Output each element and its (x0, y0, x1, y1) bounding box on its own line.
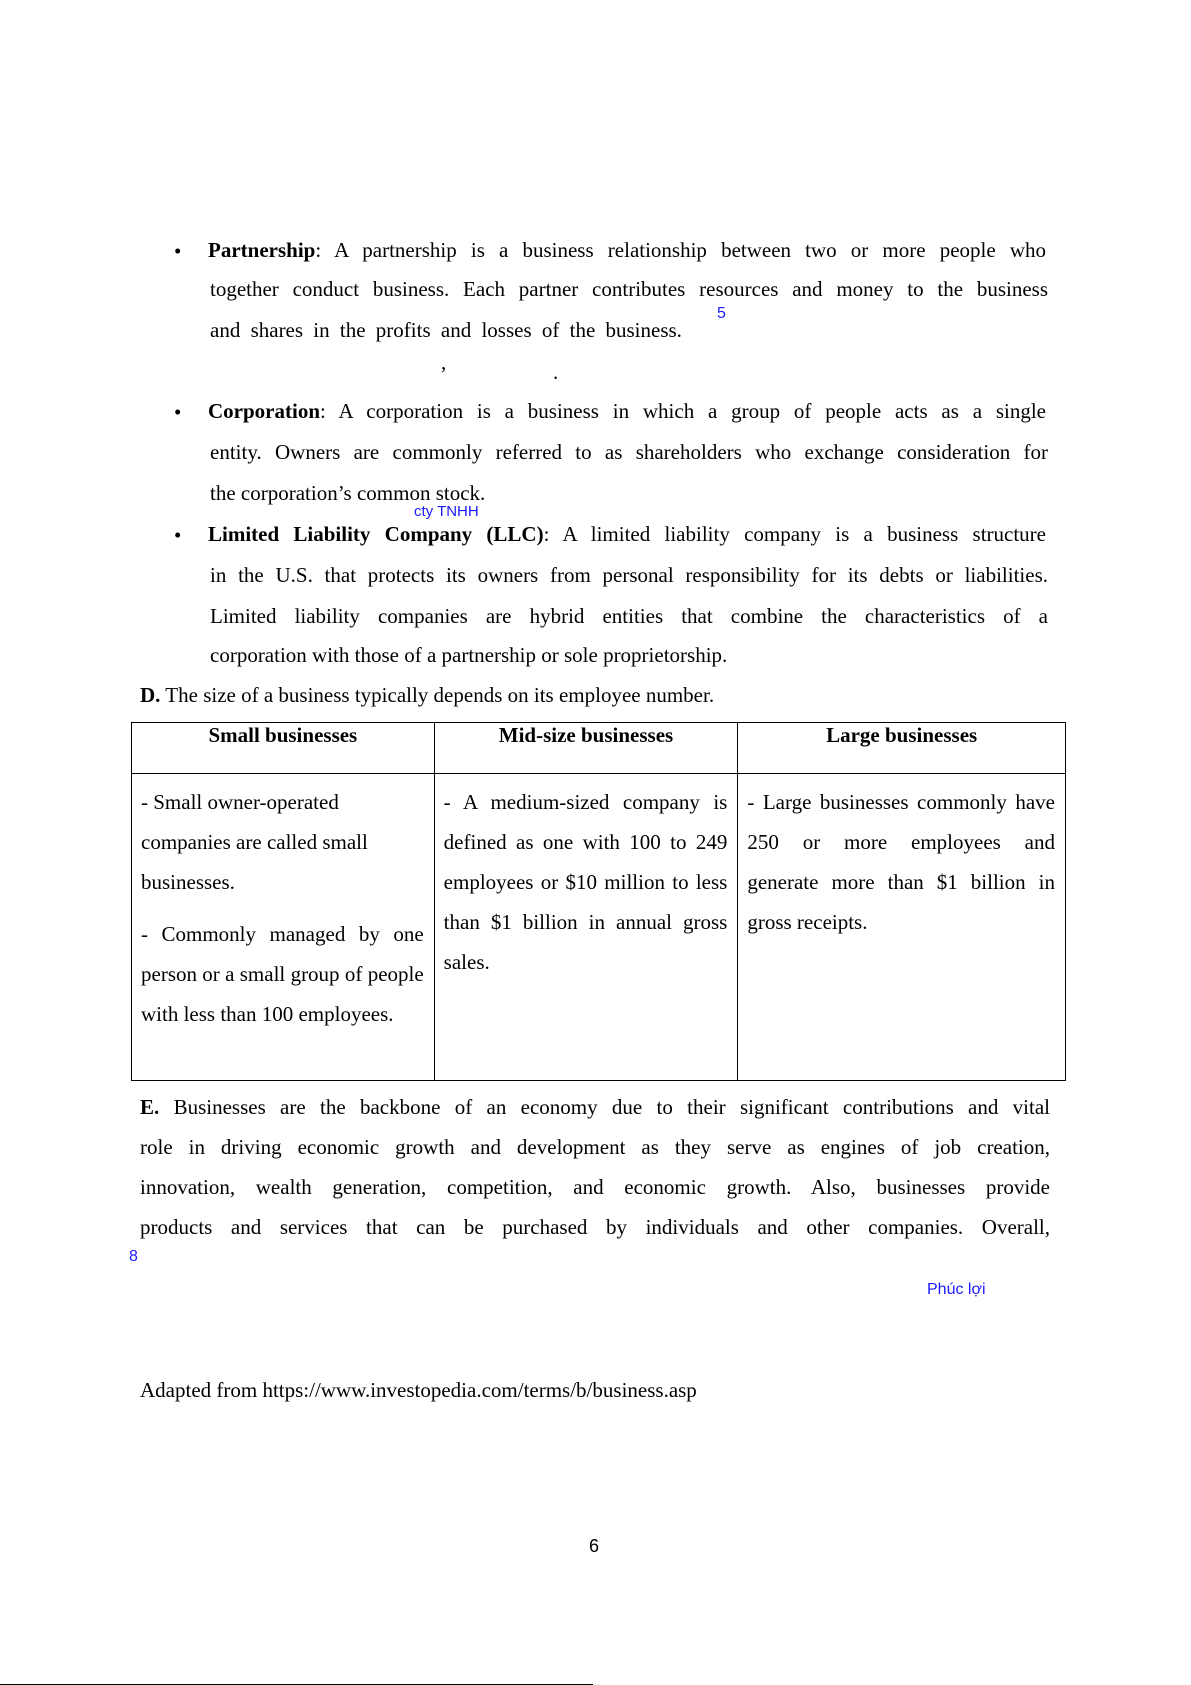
bullet-dot: • (174, 523, 182, 547)
margin-number-8[interactable]: 8 (129, 1248, 138, 1265)
table-row (132, 774, 1066, 1081)
section-e-line-3: innovation, wealth generation, competition, and economic growth. Also, businesses provide (140, 1175, 1050, 1199)
partnership-line-3: and shares in the profits and losses of the business. (210, 318, 682, 342)
annotation-phuc-loi[interactable]: Phúc lợi (927, 1281, 986, 1298)
section-d-paragraph: D. The size of a business typically depends on its employee number. (140, 683, 715, 707)
section-e-line-4: products and services that can be purchased by individuals and other companies. Overall, (140, 1215, 1050, 1239)
corporation-term: Corporation (208, 399, 320, 423)
corporation-line-3: the corporation’s common stock. (210, 481, 486, 505)
table-header-row (132, 723, 1066, 774)
annotation-cty-tnhh[interactable]: cty TNHH (414, 503, 479, 520)
partnership-term: Partnership (208, 238, 316, 262)
header-mid-size-businesses: Mid-size businesses (434, 723, 738, 774)
bullet-dot: • (174, 239, 182, 263)
cell-small-businesses (132, 774, 435, 1081)
llc-line-3: Limited liability companies are hybrid entities that combine the characteristics of a (210, 604, 1048, 628)
mid-desc: - A medium-sized company is defined as one with 100 to 249 employees or $10 million to less than $1 billion in annual gross sales. (443, 790, 728, 974)
partnership-line-1: Partnership: A partnership is a business relationship between two or more people who (208, 238, 1046, 262)
llc-line-4: corporation with those of a partnership or sole proprietorship. (210, 643, 728, 667)
section-d-label: D. (140, 683, 161, 707)
source-citation: Adapted from https://www.investopedia.com/terms/b/business.asp (140, 1378, 697, 1402)
corporation-line-1: Corporation: A corporation is a business in which a group of people acts as a single (208, 399, 1046, 423)
llc-line-2: in the U.S. that protects its owners from personal responsibility for its debts or liabilities. (210, 563, 1048, 587)
large-desc: - Large businesses commonly have 250 or more employees and generate more than $1 billion in gross receipts. (747, 790, 1055, 934)
corporation-line-2: entity. Owners are commonly referred to as shareholders who exchange consideration for (210, 440, 1048, 464)
cell-large-businesses (738, 774, 1066, 1081)
small-desc-2: - Commonly managed by one person or a small group of people with less than 100 employees. (141, 922, 424, 1026)
header-large-businesses: Large businesses (738, 723, 1066, 774)
llc-line-1: Limited Liability Company (LLC): A limited liability company is a business structure (208, 522, 1046, 546)
partnership-line-2: together conduct business. Each partner contributes resources and money to the business (210, 277, 1048, 301)
stray-comma: , (441, 350, 447, 374)
stray-period: . (553, 360, 559, 384)
section-e-label: E. (140, 1095, 160, 1119)
cell-mid-size-businesses (434, 774, 738, 1081)
footnote-ref-5[interactable]: 5 (717, 305, 726, 322)
section-e-line-2: role in driving economic growth and development as they serve as engines of job creation, (140, 1135, 1050, 1159)
bullet-dot: • (174, 400, 182, 424)
business-size-table (131, 722, 1066, 1081)
section-e-line-1: E. Businesses are the backbone of an economy due to their significant contributions and vital (140, 1095, 1050, 1119)
header-small-businesses: Small businesses (132, 723, 435, 774)
small-desc-1: - Small owner-operated companies are called small businesses. (141, 790, 368, 894)
page-number: 6 (589, 1536, 600, 1556)
llc-term: Limited Liability Company (LLC) (208, 522, 544, 546)
